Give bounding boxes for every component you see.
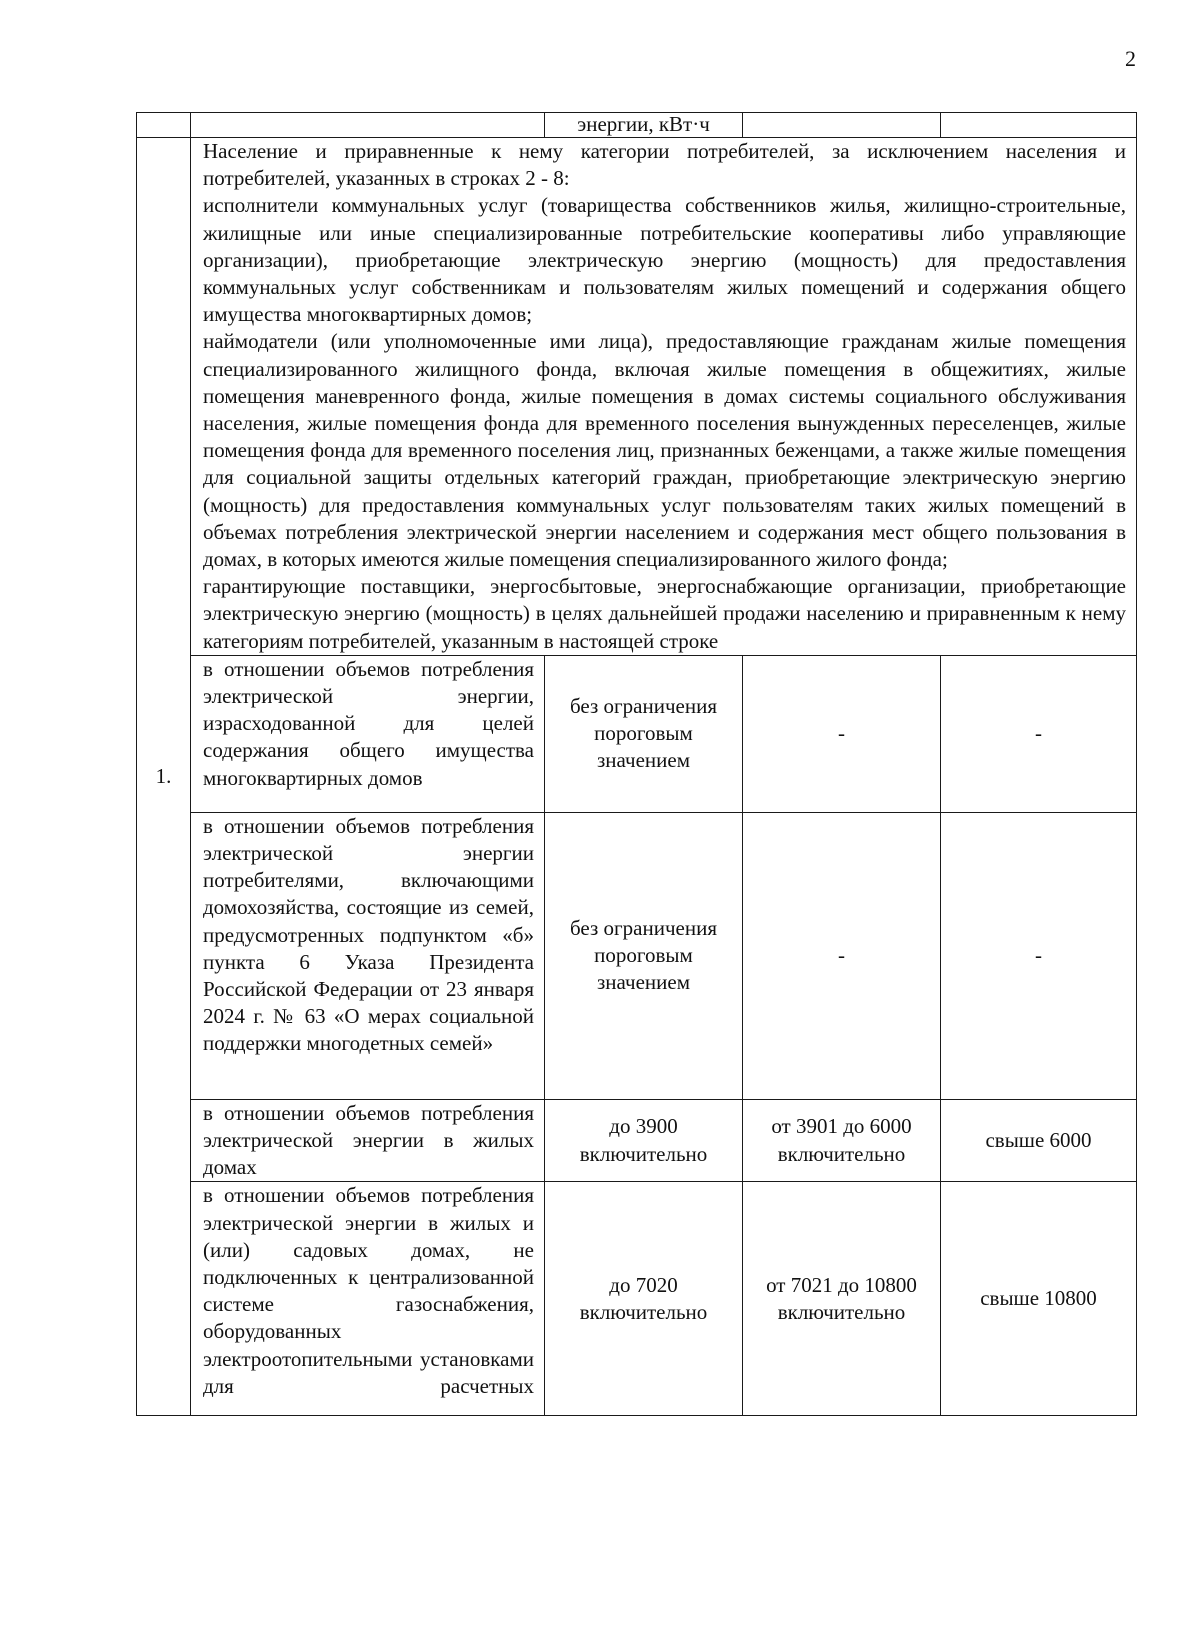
row-description: в отношении объемов потребления электрической энергии, израсходованной для целей содержания общего имущества многоквартирных домов	[191, 655, 545, 812]
row-description: в отношении объемов потребления электрической энергии в жилых домах	[191, 1099, 545, 1182]
range3-cell: -	[941, 812, 1137, 1099]
range2-cell: от 7021 до 10800 включительно	[743, 1182, 941, 1416]
header-range2-cell	[743, 113, 941, 138]
intro-text	[191, 138, 1137, 656]
range3-cell: свыше 10800	[941, 1182, 1137, 1416]
table-row	[137, 812, 1137, 1099]
range1-cell: без ограничения пороговым значением	[545, 812, 743, 1099]
tariff-table	[136, 112, 1137, 1416]
header-range3-cell	[941, 113, 1137, 138]
table-row	[137, 1099, 1137, 1182]
row-description: в отношении объемов потребления электрической энергии потребителями, включающими домохозяйства, состоящие из семей, предусмотренных подпунктом «б» пункта 6 Указа Президента Российской Федерации от 23 января 2024 г. № 63 «О мерах социальной поддержки многодетных семей»	[191, 812, 545, 1099]
range1-cell: до 3900 включительно	[545, 1099, 743, 1182]
intro-paragraph: исполнители коммунальных услуг (товарищества собственников жилья, жилищно-строительные, жилищные или иные специализированные потребительские кооперативы либо управляющие организации), приобретающие электрическую энергию (мощность) для предоставления коммунальных услуг собственникам и пользователям жилых помещений и содержания общего имущества многоквартирных домов;	[203, 193, 1126, 327]
range1-cell: до 7020 включительно	[545, 1182, 743, 1416]
range3-cell: -	[941, 655, 1137, 812]
intro-paragraph: Население и приравненные к нему категории потребителей, за исключением населения и потребителей, указанных в строках 2 - 8:	[203, 139, 1126, 191]
range1-cell: без ограничения пороговым значением	[545, 655, 743, 812]
row-description: в отношении объемов потребления электрической энергии в жилых и (или) садовых домах, не подключенных к централизованной системе газоснабжения, оборудованных электроотопительными установками для расчетных	[191, 1182, 545, 1416]
range2-cell: от 3901 до 6000 включительно	[743, 1099, 941, 1182]
row-number: 1.	[137, 138, 191, 1416]
intro-row	[137, 138, 1137, 656]
header-num-cell	[137, 113, 191, 138]
intro-paragraph: гарантирующие поставщики, энергосбытовые, энергоснабжающие организации, приобретающие электрическую энергию (мощность) в целях дальнейшей продажи населению и приравненным к нему категориям потребителей, указанным в настоящей строке	[203, 574, 1126, 653]
intro-paragraph: наймодатели (или уполномоченные ими лица), предоставляющие гражданам жилые помещения специализированного жилищного фонда, включая жилые помещения в общежитиях, жилые помещения маневренного фонда, жилые помещения в домах системы социального обслуживания населения, жилые помещения фонда для временного поселения вынужденных переселенцев, жилые помещения фонда для временного поселения лиц, признанных беженцами, а также жилые помещения для социальной защиты отдельных категорий граждан, приобретающие электрическую энергию (мощность) для предоставления коммунальных услуг пользователям таких жилых помещений в объемах потребления электрической энергии населением и содержания мест общего пользования в домах, в которых имеются жилые помещения специализированного жилого фонда;	[203, 329, 1126, 572]
page-number: 2	[1125, 46, 1136, 71]
header-unit-cell: энергии, кВт·ч	[545, 113, 743, 138]
header-row	[137, 113, 1137, 138]
range2-cell: -	[743, 655, 941, 812]
range3-cell: свыше 6000	[941, 1099, 1137, 1182]
header-desc-cell	[191, 113, 545, 138]
table-row	[137, 1182, 1137, 1416]
table-row	[137, 655, 1137, 812]
range2-cell: -	[743, 812, 941, 1099]
